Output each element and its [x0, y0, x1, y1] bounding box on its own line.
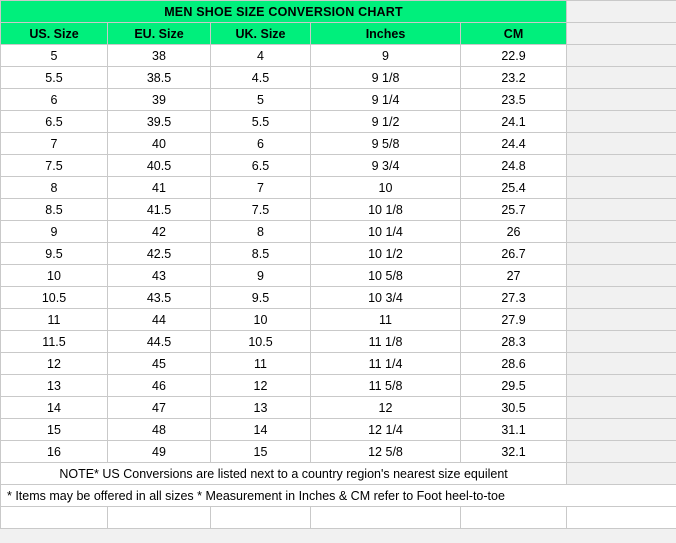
- cell-inches[interactable]: 10 1/2: [311, 243, 461, 265]
- cell-cm[interactable]: 27.9: [461, 309, 567, 331]
- note-measurement: * Items may be offered in all sizes * Measurement in Inches & CM refer to Foot heel-to-toe: [1, 485, 676, 507]
- cell-uk-size[interactable]: 14: [211, 419, 311, 441]
- column-header-cm[interactable]: CM: [461, 23, 567, 45]
- note-row: [1, 485, 676, 507]
- cell-inches[interactable]: 11 1/4: [311, 353, 461, 375]
- cell-inches[interactable]: 10 1/4: [311, 221, 461, 243]
- empty-cell[interactable]: [567, 221, 676, 243]
- cell-us-size[interactable]: 8.5: [1, 199, 108, 221]
- cell-inches[interactable]: 12: [311, 397, 461, 419]
- cell-cm[interactable]: 28.3: [461, 331, 567, 353]
- empty-cell[interactable]: [567, 441, 676, 463]
- cell-cm[interactable]: 30.5: [461, 397, 567, 419]
- cell-us-size[interactable]: 9.5: [1, 243, 108, 265]
- cell-cm[interactable]: 25.4: [461, 177, 567, 199]
- table-row: [1, 397, 676, 419]
- cell-uk-size[interactable]: 8: [211, 221, 311, 243]
- cell-eu-size[interactable]: 44: [108, 309, 211, 331]
- cell-inches[interactable]: 11: [311, 309, 461, 331]
- cell-inches[interactable]: 9 3/4: [311, 155, 461, 177]
- cell-inches[interactable]: 12 5/8: [311, 441, 461, 463]
- cell-inches[interactable]: 11 5/8: [311, 375, 461, 397]
- cell-inches[interactable]: 10 5/8: [311, 265, 461, 287]
- cell-cm[interactable]: 28.6: [461, 353, 567, 375]
- empty-cell[interactable]: [567, 419, 676, 441]
- cell-eu-size[interactable]: 40: [108, 133, 211, 155]
- empty-cell[interactable]: [567, 331, 676, 353]
- cell-us-size[interactable]: 10: [1, 265, 108, 287]
- cell-uk-size[interactable]: 4: [211, 45, 311, 67]
- table-row: [1, 111, 676, 133]
- cell-us-size[interactable]: 6.5: [1, 111, 108, 133]
- cell-us-size[interactable]: 16: [1, 441, 108, 463]
- cell-us-size[interactable]: 14: [1, 397, 108, 419]
- cell-eu-size[interactable]: 43: [108, 265, 211, 287]
- cell-us-size[interactable]: 9: [1, 221, 108, 243]
- cell-eu-size[interactable]: 41: [108, 177, 211, 199]
- cell-inches[interactable]: 9: [311, 45, 461, 67]
- cell-uk-size[interactable]: 12: [211, 375, 311, 397]
- cell-eu-size[interactable]: 42: [108, 221, 211, 243]
- cell-eu-size[interactable]: 39: [108, 89, 211, 111]
- empty-cell[interactable]: [567, 463, 676, 485]
- cell-eu-size[interactable]: 46: [108, 375, 211, 397]
- cell-cm[interactable]: 27: [461, 265, 567, 287]
- empty-cell[interactable]: [567, 111, 676, 133]
- cell-inches[interactable]: 9 1/4: [311, 89, 461, 111]
- cell-eu-size[interactable]: 44.5: [108, 331, 211, 353]
- cell-us-size[interactable]: 11.5: [1, 331, 108, 353]
- cell-us-size[interactable]: 7.5: [1, 155, 108, 177]
- cell-uk-size[interactable]: 7: [211, 177, 311, 199]
- table-row: [1, 375, 676, 397]
- cell-eu-size[interactable]: 45: [108, 353, 211, 375]
- page-title: MEN SHOE SIZE CONVERSION CHART: [1, 1, 567, 23]
- cell-eu-size[interactable]: 43.5: [108, 287, 211, 309]
- cell-us-size[interactable]: 7: [1, 133, 108, 155]
- cell-eu-size[interactable]: 40.5: [108, 155, 211, 177]
- cell-uk-size[interactable]: 11: [211, 353, 311, 375]
- cell-eu-size[interactable]: 39.5: [108, 111, 211, 133]
- table-row: [1, 353, 676, 375]
- cell-cm[interactable]: 23.5: [461, 89, 567, 111]
- table-row: [1, 287, 676, 309]
- empty-cell[interactable]: [567, 353, 676, 375]
- empty-cell[interactable]: [567, 397, 676, 419]
- empty-cell[interactable]: [567, 375, 676, 397]
- note-row: [1, 463, 676, 485]
- cell-inches[interactable]: 11 1/8: [311, 331, 461, 353]
- cell-inches[interactable]: 9 1/2: [311, 111, 461, 133]
- table-row: [1, 89, 676, 111]
- table-body: [1, 1, 676, 529]
- table-row: [1, 441, 676, 463]
- column-header-inches[interactable]: Inches: [311, 23, 461, 45]
- cell-eu-size[interactable]: 41.5: [108, 199, 211, 221]
- cell-us-size[interactable]: 12: [1, 353, 108, 375]
- cell-uk-size[interactable]: 10: [211, 309, 311, 331]
- table-row: [1, 221, 676, 243]
- cell-eu-size[interactable]: 38.5: [108, 67, 211, 89]
- cell-uk-size[interactable]: 6: [211, 133, 311, 155]
- cell-uk-size[interactable]: 13: [211, 397, 311, 419]
- cell-inches[interactable]: 10 3/4: [311, 287, 461, 309]
- table-row: [1, 199, 676, 221]
- cell-cm[interactable]: 24.8: [461, 155, 567, 177]
- empty-cell[interactable]: [567, 45, 676, 67]
- table-row: [1, 243, 676, 265]
- cell-uk-size[interactable]: 9.5: [211, 287, 311, 309]
- cell-cm[interactable]: 29.5: [461, 375, 567, 397]
- column-header-eu-size[interactable]: EU. Size: [108, 23, 211, 45]
- cell-uk-size[interactable]: 5: [211, 89, 311, 111]
- empty-cell[interactable]: [1, 507, 108, 529]
- empty-cell[interactable]: [311, 507, 461, 529]
- cell-eu-size[interactable]: 48: [108, 419, 211, 441]
- cell-inches[interactable]: 9 5/8: [311, 133, 461, 155]
- cell-cm[interactable]: 24.1: [461, 111, 567, 133]
- cell-inches[interactable]: 10: [311, 177, 461, 199]
- cell-cm[interactable]: 27.3: [461, 287, 567, 309]
- cell-uk-size[interactable]: 8.5: [211, 243, 311, 265]
- table-row: [1, 419, 676, 441]
- empty-cell[interactable]: [567, 243, 676, 265]
- column-header-us-size[interactable]: US. Size: [1, 23, 108, 45]
- empty-cell[interactable]: [567, 133, 676, 155]
- empty-cell[interactable]: [567, 265, 676, 287]
- empty-cell[interactable]: [567, 177, 676, 199]
- cell-cm[interactable]: 24.4: [461, 133, 567, 155]
- cell-us-size[interactable]: 10.5: [1, 287, 108, 309]
- table-row: [1, 67, 676, 89]
- cell-uk-size[interactable]: 9: [211, 265, 311, 287]
- cell-us-size[interactable]: 6: [1, 89, 108, 111]
- cell-uk-size[interactable]: 4.5: [211, 67, 311, 89]
- cell-cm[interactable]: 26: [461, 221, 567, 243]
- empty-cell[interactable]: [567, 67, 676, 89]
- empty-cell[interactable]: [567, 287, 676, 309]
- cell-eu-size[interactable]: 38: [108, 45, 211, 67]
- table-row: [1, 265, 676, 287]
- table-row: [1, 309, 676, 331]
- cell-cm[interactable]: 25.7: [461, 199, 567, 221]
- empty-cell[interactable]: [567, 1, 676, 23]
- cell-us-size[interactable]: 13: [1, 375, 108, 397]
- table-row: [1, 331, 676, 353]
- table-row: [1, 177, 676, 199]
- cell-us-size[interactable]: 11: [1, 309, 108, 331]
- cell-us-size[interactable]: 5: [1, 45, 108, 67]
- empty-cell[interactable]: [461, 507, 567, 529]
- cell-cm[interactable]: 23.2: [461, 67, 567, 89]
- empty-row: [1, 507, 676, 529]
- cell-inches[interactable]: 10 1/8: [311, 199, 461, 221]
- cell-cm[interactable]: 26.7: [461, 243, 567, 265]
- cell-us-size[interactable]: 5.5: [1, 67, 108, 89]
- cell-uk-size[interactable]: 5.5: [211, 111, 311, 133]
- cell-us-size[interactable]: 8: [1, 177, 108, 199]
- table-row: [1, 155, 676, 177]
- cell-inches[interactable]: 12 1/4: [311, 419, 461, 441]
- empty-cell[interactable]: [567, 155, 676, 177]
- cell-uk-size[interactable]: 10.5: [211, 331, 311, 353]
- column-header-uk-size[interactable]: UK. Size: [211, 23, 311, 45]
- cell-eu-size[interactable]: 49: [108, 441, 211, 463]
- cell-eu-size[interactable]: 47: [108, 397, 211, 419]
- cell-eu-size[interactable]: 42.5: [108, 243, 211, 265]
- header-row: [1, 23, 676, 45]
- cell-cm[interactable]: 22.9: [461, 45, 567, 67]
- table-row: [1, 45, 676, 67]
- empty-cell[interactable]: [211, 507, 311, 529]
- empty-cell[interactable]: [108, 507, 211, 529]
- cell-uk-size[interactable]: 7.5: [211, 199, 311, 221]
- empty-cell[interactable]: [567, 507, 676, 529]
- empty-cell[interactable]: [567, 89, 676, 111]
- empty-cell[interactable]: [567, 309, 676, 331]
- cell-uk-size[interactable]: 15: [211, 441, 311, 463]
- empty-cell[interactable]: [567, 23, 676, 45]
- cell-cm[interactable]: 32.1: [461, 441, 567, 463]
- empty-cell[interactable]: [567, 199, 676, 221]
- table-row: [1, 133, 676, 155]
- cell-inches[interactable]: 9 1/8: [311, 67, 461, 89]
- title-row: [1, 1, 676, 23]
- cell-cm[interactable]: 31.1: [461, 419, 567, 441]
- cell-us-size[interactable]: 15: [1, 419, 108, 441]
- note-us-conversions: NOTE* US Conversions are listed next to a country region's nearest size equilent: [1, 463, 567, 485]
- cell-uk-size[interactable]: 6.5: [211, 155, 311, 177]
